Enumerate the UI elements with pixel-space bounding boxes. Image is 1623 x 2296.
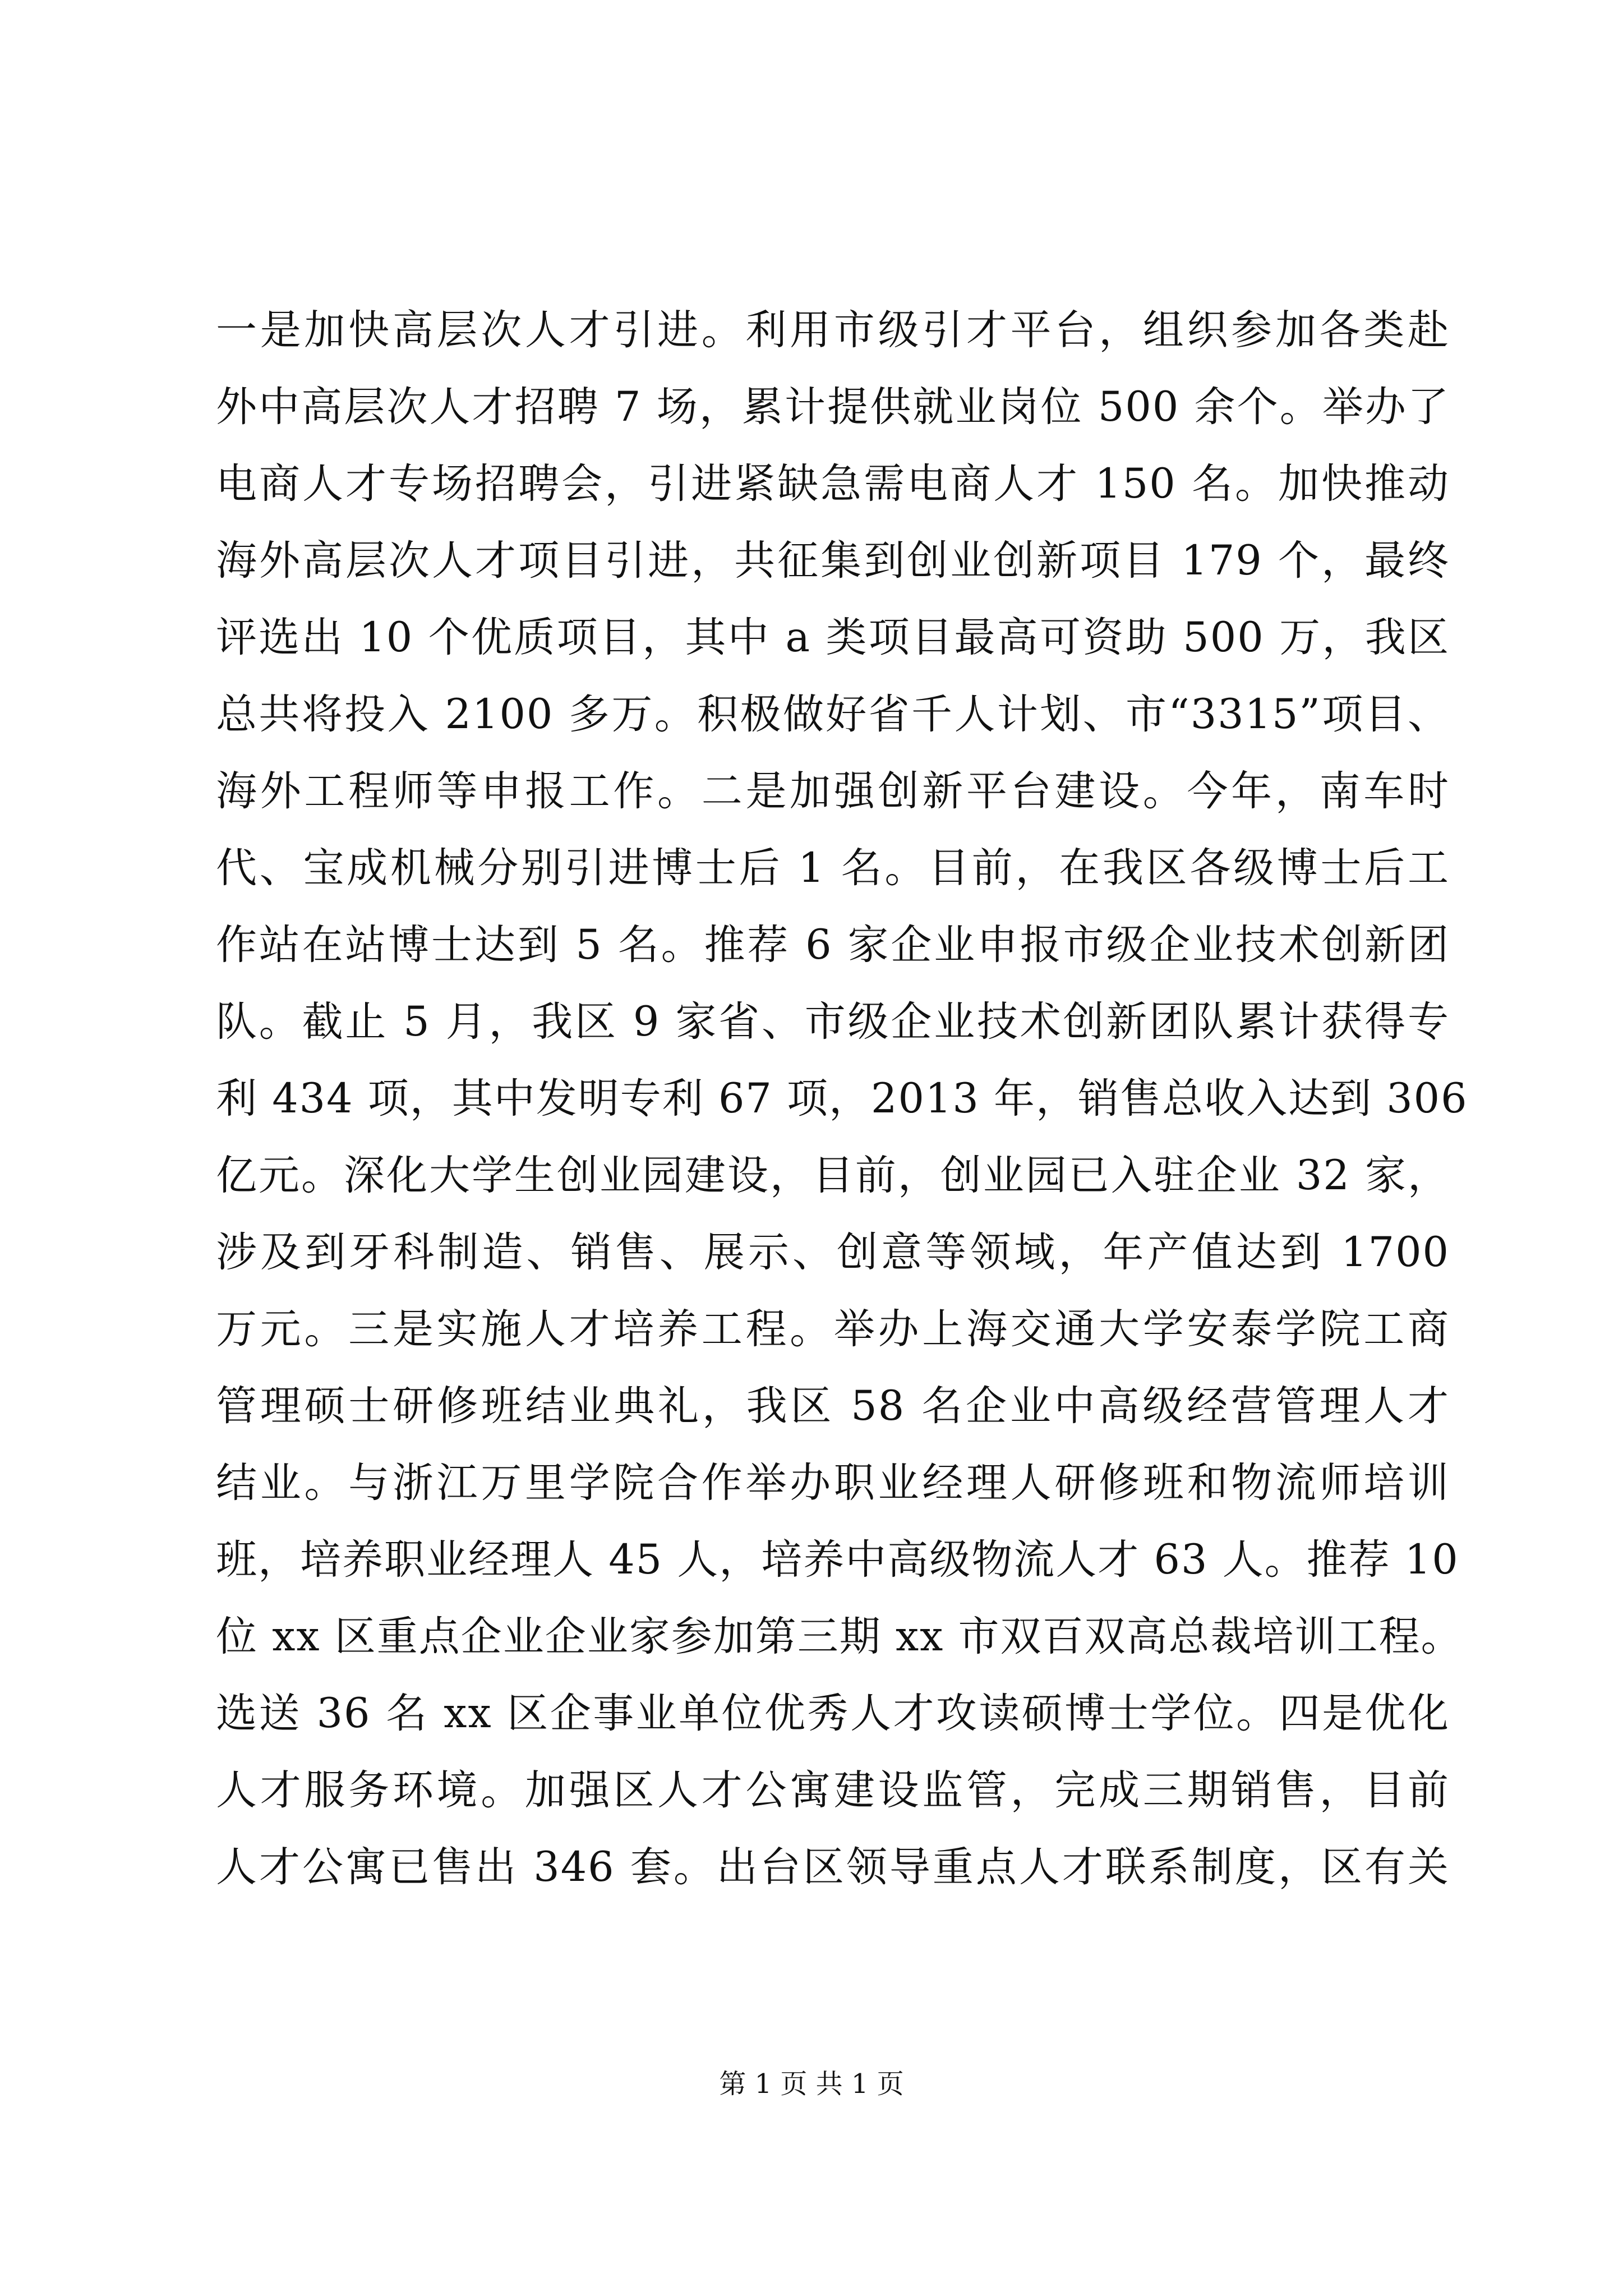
text-line: 一是加快高层次人才引进。利用市级引才平台，组织参加各类赴 [216, 306, 1450, 354]
text-line: 管理硕士研修班结业典礼，我区 58 名企业中高级经营管理人才 [216, 1382, 1450, 1430]
text-line: 班，培养职业经理人 45 人，培养中高级物流人才 63 人。推荐 10 [216, 1536, 1459, 1584]
text-line: 涉及到牙科制造、销售、展示、创意等领域，年产值达到 1700 [216, 1228, 1450, 1276]
text-line: 万元。三是实施人才培养工程。举办上海交通大学安泰学院工商 [216, 1305, 1450, 1353]
body-paragraph [216, 292, 1468, 1906]
text-line: 评选出 10 个优质项目，其中 a 类项目最高可资助 500 万，我区 [216, 614, 1450, 661]
text-line: 结业。与浙江万里学院合作举办职业经理人研修班和物流师培训 [216, 1459, 1450, 1507]
page-footer [0, 2067, 1623, 2101]
text-line: 亿元。深化大学生创业园建设，目前，创业园已入驻企业 32 家， [216, 1152, 1450, 1199]
page-number-label: 第 1 页 共 1 页 [719, 2068, 904, 2100]
text-line: 人才公寓已售出 346 套。出台区领导重点人才联系制度，区有关 [216, 1843, 1450, 1891]
text-line: 选送 36 名 xx 区企事业单位优秀人才攻读硕博士学位。四是优化 [216, 1690, 1450, 1737]
text-line: 电商人才专场招聘会，引进紧缺急需电商人才 150 名。加快推动 [216, 460, 1450, 508]
text-line: 人才服务环境。加强区人才公寓建设监管，完成三期销售，目前 [216, 1766, 1450, 1814]
text-line: 作站在站博士达到 5 名。推荐 6 家企业申报市级企业技术创新团 [216, 921, 1450, 969]
text-line: 海外工程师等申报工作。二是加强创新平台建设。今年，南车时 [216, 767, 1450, 815]
text-line: 队。截止 5 月，我区 9 家省、市级企业技术创新团队累计获得专 [216, 998, 1450, 1046]
text-line: 利 434 项，其中发明专利 67 项，2013 年，销售总收入达到 306 [216, 1075, 1468, 1122]
text-line: 总共将投入 2100 多万。积极做好省千人计划、市“3315”项目、 [216, 691, 1450, 738]
text-line: 海外高层次人才项目引进，共征集到创业创新项目 179 个，最终 [216, 537, 1450, 585]
text-line: 代、宝成机械分别引进博士后 1 名。目前，在我区各级博士后工 [216, 844, 1450, 892]
text-line: 外中高层次人才招聘 7 场，累计提供就业岗位 500 余个。举办了 [216, 383, 1450, 431]
text-line: 位 xx 区重点企业企业家参加第三期 xx 市双百双高总裁培训工程。 [216, 1613, 1463, 1660]
